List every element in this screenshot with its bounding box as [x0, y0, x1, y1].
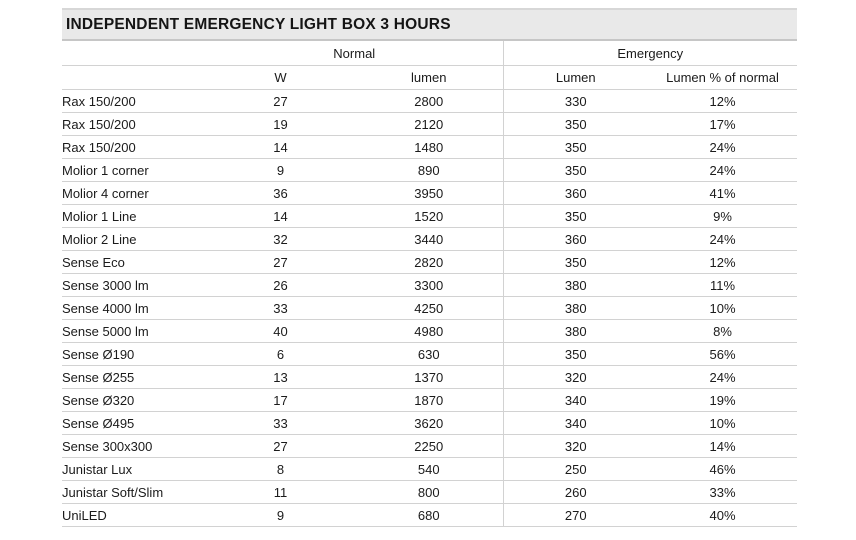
emergency-percent-value: 24%: [648, 159, 797, 182]
emergency-percent-value: 33%: [648, 481, 797, 504]
emergency-percent-value: 46%: [648, 458, 797, 481]
normal-watt-value: 33: [206, 412, 355, 435]
normal-watt-value: 9: [206, 159, 355, 182]
table-row: [62, 412, 797, 435]
product-name: Rax 150/200: [62, 136, 206, 159]
column-header-lumen: lumen: [355, 66, 503, 90]
normal-watt-value: 26: [206, 274, 355, 297]
normal-lumen-value: 540: [355, 458, 503, 481]
table-row: [62, 320, 797, 343]
product-name: Molior 4 corner: [62, 182, 206, 205]
emergency-percent-value: 41%: [648, 182, 797, 205]
normal-lumen-value: 4980: [355, 320, 503, 343]
normal-lumen-value: 3440: [355, 228, 503, 251]
emergency-percent-value: 40%: [648, 504, 797, 527]
normal-lumen-value: 3620: [355, 412, 503, 435]
normal-lumen-value: 1480: [355, 136, 503, 159]
normal-lumen-value: 680: [355, 504, 503, 527]
table-row: [62, 366, 797, 389]
light-box-table: [62, 41, 797, 527]
normal-watt-value: 11: [206, 481, 355, 504]
normal-lumen-value: 2120: [355, 113, 503, 136]
emergency-percent-value: 24%: [648, 136, 797, 159]
table-row: [62, 228, 797, 251]
table-row: [62, 504, 797, 527]
emergency-percent-value: 24%: [648, 228, 797, 251]
table-row: [62, 481, 797, 504]
product-name: Rax 150/200: [62, 113, 206, 136]
emergency-lumen-value: 360: [503, 182, 648, 205]
normal-lumen-value: 3950: [355, 182, 503, 205]
table-row: [62, 251, 797, 274]
normal-watt-value: 27: [206, 435, 355, 458]
emergency-percent-value: 56%: [648, 343, 797, 366]
normal-lumen-value: 1520: [355, 205, 503, 228]
emergency-percent-value: 12%: [648, 90, 797, 113]
emergency-percent-value: 11%: [648, 274, 797, 297]
emergency-lumen-value: 350: [503, 343, 648, 366]
emergency-lumen-value: 250: [503, 458, 648, 481]
table-row: [62, 343, 797, 366]
column-header-watt: W: [206, 66, 355, 90]
emergency-percent-value: 19%: [648, 389, 797, 412]
table-row: [62, 182, 797, 205]
product-name: Sense Ø255: [62, 366, 206, 389]
product-name: Sense 5000 lm: [62, 320, 206, 343]
emergency-lumen-value: 350: [503, 159, 648, 182]
group-header-spacer: [62, 41, 206, 66]
normal-lumen-value: 1870: [355, 389, 503, 412]
emergency-lumen-value: 350: [503, 113, 648, 136]
normal-watt-value: 33: [206, 297, 355, 320]
table-row: [62, 274, 797, 297]
normal-lumen-value: 2820: [355, 251, 503, 274]
emergency-lumen-value: 340: [503, 412, 648, 435]
product-name: Molior 1 Line: [62, 205, 206, 228]
group-header-row: [62, 41, 797, 66]
product-name: Molior 1 corner: [62, 159, 206, 182]
normal-lumen-value: 800: [355, 481, 503, 504]
normal-lumen-value: 1370: [355, 366, 503, 389]
normal-lumen-value: 890: [355, 159, 503, 182]
emergency-percent-value: 10%: [648, 297, 797, 320]
emergency-lumen-value: 260: [503, 481, 648, 504]
table-row: [62, 205, 797, 228]
normal-watt-value: 36: [206, 182, 355, 205]
table-container: [62, 8, 797, 527]
emergency-lumen-value: 380: [503, 297, 648, 320]
product-name: Rax 150/200: [62, 90, 206, 113]
table-row: [62, 136, 797, 159]
table-row: [62, 297, 797, 320]
column-header-product: [62, 66, 206, 90]
table-row: [62, 159, 797, 182]
table-row: [62, 435, 797, 458]
emergency-lumen-value: 350: [503, 136, 648, 159]
group-header-normal: Normal: [206, 41, 503, 66]
product-name: Sense 300x300: [62, 435, 206, 458]
table-row: [62, 389, 797, 412]
emergency-lumen-value: 380: [503, 320, 648, 343]
emergency-lumen-value: 380: [503, 274, 648, 297]
emergency-lumen-value: 320: [503, 435, 648, 458]
emergency-percent-value: 8%: [648, 320, 797, 343]
product-name: Junistar Soft/Slim: [62, 481, 206, 504]
normal-watt-value: 17: [206, 389, 355, 412]
emergency-percent-value: 12%: [648, 251, 797, 274]
table-body: [62, 90, 797, 527]
column-header-emergency-lumen: Lumen: [503, 66, 648, 90]
product-name: Sense Ø495: [62, 412, 206, 435]
emergency-lumen-value: 270: [503, 504, 648, 527]
column-header-row: [62, 66, 797, 90]
product-name: UniLED: [62, 504, 206, 527]
emergency-lumen-value: 350: [503, 251, 648, 274]
emergency-percent-value: 17%: [648, 113, 797, 136]
emergency-lumen-value: 350: [503, 205, 648, 228]
table-row: [62, 90, 797, 113]
emergency-percent-value: 10%: [648, 412, 797, 435]
column-header-emergency-percent: Lumen % of normal: [648, 66, 797, 90]
emergency-percent-value: 9%: [648, 205, 797, 228]
normal-lumen-value: 4250: [355, 297, 503, 320]
emergency-lumen-value: 360: [503, 228, 648, 251]
product-name: Sense 3000 lm: [62, 274, 206, 297]
normal-watt-value: 14: [206, 136, 355, 159]
normal-watt-value: 27: [206, 251, 355, 274]
emergency-lumen-value: 330: [503, 90, 648, 113]
product-name: Sense Ø190: [62, 343, 206, 366]
emergency-percent-value: 24%: [648, 366, 797, 389]
normal-watt-value: 32: [206, 228, 355, 251]
table-row: [62, 113, 797, 136]
table-row: [62, 458, 797, 481]
normal-watt-value: 40: [206, 320, 355, 343]
normal-watt-value: 8: [206, 458, 355, 481]
product-name: Sense Ø320: [62, 389, 206, 412]
product-name: Molior 2 Line: [62, 228, 206, 251]
normal-watt-value: 27: [206, 90, 355, 113]
page-title: INDEPENDENT EMERGENCY LIGHT BOX 3 HOURS: [62, 8, 797, 41]
normal-watt-value: 19: [206, 113, 355, 136]
product-name: Junistar Lux: [62, 458, 206, 481]
normal-lumen-value: 3300: [355, 274, 503, 297]
normal-watt-value: 9: [206, 504, 355, 527]
normal-watt-value: 6: [206, 343, 355, 366]
product-name: Sense Eco: [62, 251, 206, 274]
emergency-lumen-value: 320: [503, 366, 648, 389]
normal-watt-value: 14: [206, 205, 355, 228]
normal-lumen-value: 2250: [355, 435, 503, 458]
normal-lumen-value: 2800: [355, 90, 503, 113]
emergency-percent-value: 14%: [648, 435, 797, 458]
normal-lumen-value: 630: [355, 343, 503, 366]
group-header-emergency: Emergency: [503, 41, 797, 66]
emergency-lumen-value: 340: [503, 389, 648, 412]
normal-watt-value: 13: [206, 366, 355, 389]
product-name: Sense 4000 lm: [62, 297, 206, 320]
